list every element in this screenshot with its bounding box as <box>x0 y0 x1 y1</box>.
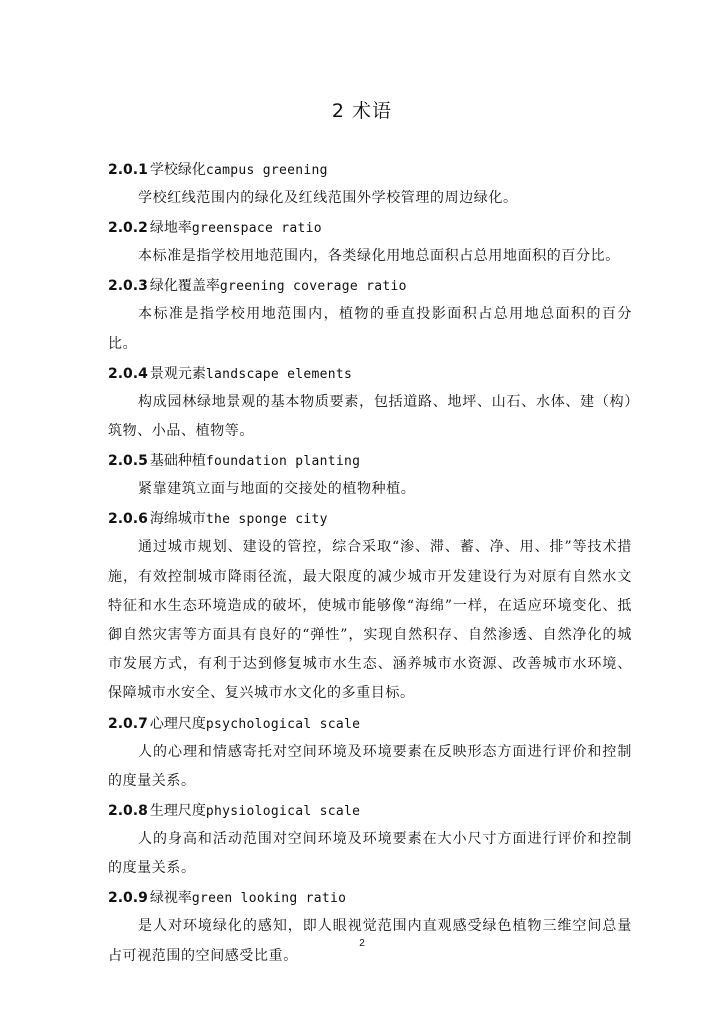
term-heading <box>108 156 632 184</box>
term-english: greenspace ratio <box>191 221 322 237</box>
term-entry-2-0-7 <box>108 710 632 796</box>
term-entry-2-0-8 <box>108 797 632 883</box>
term-chinese: 景观元素 <box>149 365 206 382</box>
term-entry-2-0-9 <box>108 884 632 970</box>
term-english: green looking ratio <box>191 891 347 907</box>
term-entry-2-0-5 <box>108 447 632 504</box>
term-heading <box>108 360 632 388</box>
term-number: 2.0.7 <box>108 715 148 732</box>
term-definition: 人的心理和情感寄托对空间环境及环境要素在反映形态方面进行评价和控制的度量关系。 <box>108 743 632 789</box>
term-number: 2.0.1 <box>108 162 148 178</box>
term-chinese: 绿视率 <box>149 890 192 907</box>
term-entry-2-0-4 <box>108 360 632 446</box>
term-definition: 人的身高和活动范围对空间环境及环境要素在大小尺寸方面进行评价和控制的度量关系。 <box>108 831 632 877</box>
term-english: foundation planting <box>205 454 361 470</box>
term-english: greening coverage ratio <box>219 279 407 295</box>
page-number: 2 <box>359 938 365 949</box>
term-heading <box>108 797 632 825</box>
term-definition: 学校红线范围内的绿化及红线范围外学校管理的周边绿化。 <box>138 190 518 206</box>
term-heading <box>108 214 632 242</box>
term-entry-2-0-3 <box>108 272 632 358</box>
term-chinese: 学校绿化 <box>149 162 206 178</box>
term-number: 2.0.9 <box>108 890 148 907</box>
term-definition: 通过城市规划、建设的管控，综合采取“渗、滞、蓄、净、用、排”等技术措施，有效控制城市降雨径流，最大限度的减少城市开发建设行为对原有自然水文特征和水生态环境造成的破坏，使城市能够像“海绵”一样，在适应环境变化、抵御自然灾害等方面具有良好的“弹性”，实现自然积存、自然渗透、自然净化的城市发展方式，有利于达到修复城市水生态、涵养城市水资源、改善城市水环境、保障城市水安全、复兴城市水文化的多重目标。 <box>108 539 632 702</box>
term-english: psychological scale <box>205 716 361 732</box>
term-heading <box>108 710 632 738</box>
term-english: landscape elements <box>205 366 353 382</box>
term-heading <box>108 505 632 533</box>
term-definition: 本标准是指学校用地范围内，各类绿化用地总面积占总用地面积的百分比。 <box>138 248 620 265</box>
term-entry-2-0-2 <box>108 214 632 271</box>
term-chinese: 基础种植 <box>149 453 206 470</box>
term-heading <box>108 447 632 475</box>
term-number: 2.0.5 <box>108 453 148 470</box>
term-number: 2.0.8 <box>108 803 148 820</box>
term-entry-2-0-1 <box>108 156 632 213</box>
term-english: physiological scale <box>205 804 361 820</box>
chapter-title: 2 术语 <box>331 100 393 122</box>
term-definition: 本标准是指学校用地范围内，植物的垂直投影面积占总用地总面积的百分比。 <box>108 306 632 352</box>
term-chinese: 海绵城市 <box>149 511 206 528</box>
term-number: 2.0.6 <box>108 511 148 528</box>
term-number: 2.0.3 <box>108 278 148 295</box>
term-heading <box>108 884 632 912</box>
term-number: 2.0.2 <box>108 220 148 237</box>
term-chinese: 生理尺度 <box>149 803 206 820</box>
term-english: campus greening <box>205 163 328 178</box>
term-chinese: 心理尺度 <box>149 715 206 732</box>
term-definition: 构成园林绿地景观的基本物质要素，包括道路、地坪、山石、水体、建（构）筑物、小品、植物等。 <box>108 393 632 440</box>
terms-list <box>108 156 632 972</box>
term-english: the sponge city <box>205 512 328 528</box>
term-definition: 是人对环境绿化的感知，即人眼视觉范围内直观感受绿色植物三维空间总量占可视范围的空间感受比重。 <box>108 918 632 964</box>
term-chinese: 绿地率 <box>149 220 192 237</box>
term-definition: 紧靠建筑立面与地面的交接处的植物种植。 <box>138 481 416 498</box>
term-entry-2-0-6 <box>108 505 632 708</box>
term-heading <box>108 272 632 300</box>
term-number: 2.0.4 <box>108 365 148 382</box>
term-chinese: 绿化覆盖率 <box>149 278 220 295</box>
